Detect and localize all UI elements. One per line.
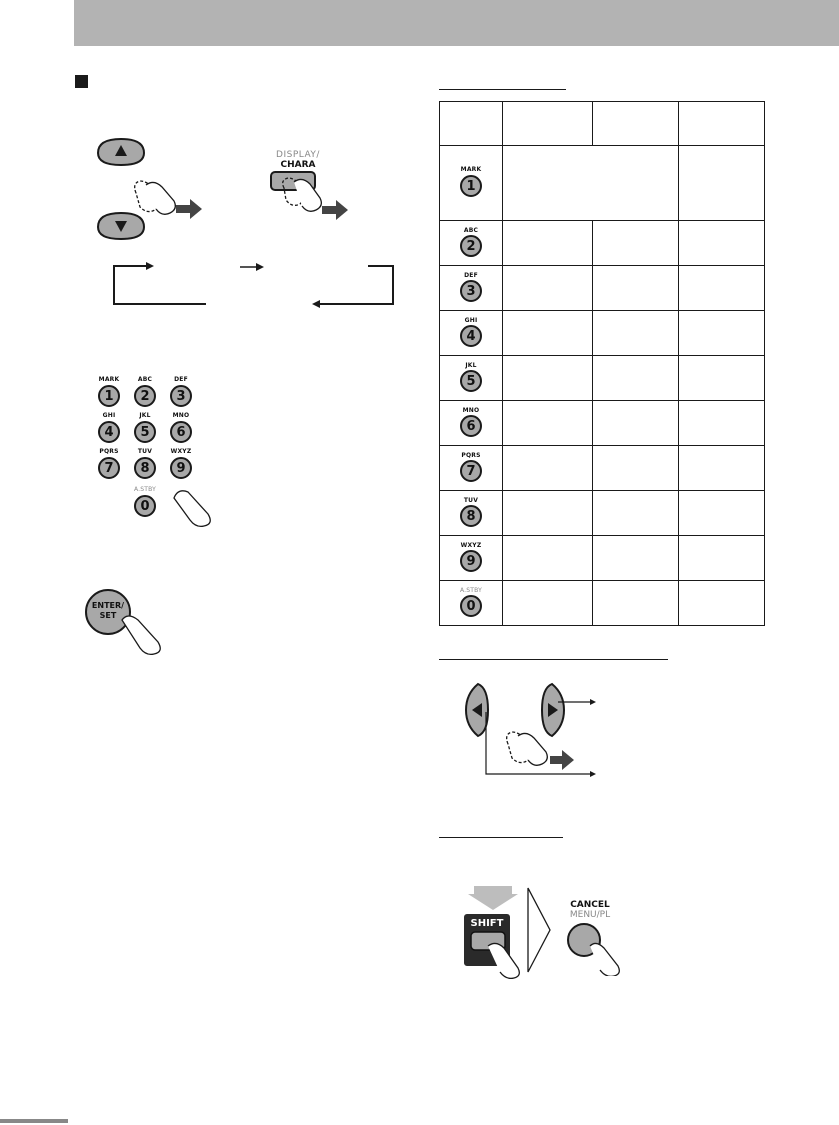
table-cell <box>593 491 679 536</box>
table-key-label: TUV <box>463 497 479 504</box>
keypad-key-7[interactable]: 7 <box>98 457 120 479</box>
table-row <box>440 446 765 491</box>
table-key-label: PQRS <box>461 452 481 459</box>
table-cell <box>679 221 765 266</box>
table-cell <box>503 446 593 491</box>
keypad-key-6[interactable]: 6 <box>170 421 192 443</box>
left-right-buttons-illustration <box>462 682 612 782</box>
keypad-key-2[interactable]: 2 <box>134 385 156 407</box>
table-header-row <box>440 102 765 146</box>
table-cell <box>503 146 679 221</box>
table-cell <box>593 446 679 491</box>
table-key-0: 0 <box>460 595 482 617</box>
table-heading-rule <box>439 89 566 90</box>
table-cell <box>679 581 765 626</box>
keypad-key-4[interactable]: 4 <box>98 421 120 443</box>
table-key-label: ABC <box>463 227 479 234</box>
finger-icon <box>590 943 619 976</box>
table-row <box>440 221 765 266</box>
keypad-key-5[interactable]: 5 <box>134 421 156 443</box>
display-button-line2: CHARA <box>280 160 316 170</box>
arrow-right-icon <box>146 262 154 270</box>
table-cell <box>679 491 765 536</box>
keypad-key-label: WXYZ <box>170 448 192 455</box>
table-cell <box>503 221 593 266</box>
table-cell <box>593 401 679 446</box>
section-bullet-icon <box>75 75 88 88</box>
table-row <box>440 581 765 626</box>
finger-icon <box>168 484 218 530</box>
keypad-key-3[interactable]: 3 <box>170 385 192 407</box>
table-key-label: JKL <box>465 362 477 369</box>
press-arrow-icon <box>468 886 518 910</box>
table-row <box>440 536 765 581</box>
finger-icon <box>518 733 547 765</box>
keypad-key-label: A.STBY <box>133 486 157 493</box>
keypad-key-label: ABC <box>137 376 153 383</box>
page-footer-rule <box>0 1119 68 1123</box>
table-key-7: 7 <box>460 460 482 482</box>
arrow-right-icon <box>256 263 264 271</box>
keypad-key-9[interactable]: 9 <box>170 457 192 479</box>
keypad-key-label: MARK <box>98 376 120 383</box>
table-cell <box>503 311 593 356</box>
table-cell <box>679 146 765 221</box>
table-key-label: A.STBY <box>459 587 483 594</box>
enter-set-button-illustration[interactable] <box>84 586 174 662</box>
erase-heading-rule <box>439 837 563 838</box>
table-cell <box>503 581 593 626</box>
table-key-label: GHI <box>464 317 478 324</box>
table-cell <box>679 536 765 581</box>
display-chara-button-illustration[interactable] <box>262 170 362 230</box>
table-row <box>440 311 765 356</box>
arrow-right-icon <box>322 200 348 220</box>
table-cell <box>593 311 679 356</box>
arrow-right-icon <box>590 699 596 705</box>
keypad-key-1[interactable]: 1 <box>98 385 120 407</box>
table-key-8: 8 <box>460 505 482 527</box>
arrow-right-icon <box>176 199 202 219</box>
table-key-label: MARK <box>460 166 482 173</box>
cancel-button-illustration[interactable] <box>564 920 624 976</box>
header-bar <box>74 0 839 46</box>
table-cell <box>503 266 593 311</box>
table-key-2: 2 <box>460 235 482 257</box>
shift-button-illustration[interactable] <box>460 884 530 980</box>
keypad-key-label: DEF <box>174 376 188 383</box>
arrow-right-icon <box>590 771 596 777</box>
table-cell <box>679 266 765 311</box>
display-button-line1: DISPLAY/ <box>276 150 320 160</box>
cancel-button-line1: CANCEL <box>570 900 610 910</box>
cursor-heading-rule <box>439 659 668 660</box>
character-table <box>439 101 765 626</box>
table-key-label: DEF <box>464 272 478 279</box>
table-cell <box>679 401 765 446</box>
keypad-key-label: GHI <box>102 412 116 419</box>
table-cell <box>503 401 593 446</box>
table-row <box>440 266 765 311</box>
arrow-right-icon <box>550 750 574 770</box>
table-row <box>440 491 765 536</box>
finger-icon <box>294 179 321 211</box>
cycle-flow-diagram <box>110 262 400 312</box>
then-arrow-icon <box>524 884 554 976</box>
table-key-4: 4 <box>460 325 482 347</box>
table-key-9: 9 <box>460 550 482 572</box>
table-key-1: 1 <box>460 175 482 197</box>
table-key-label: WXYZ <box>460 542 482 549</box>
table-cell <box>503 536 593 581</box>
table-cell <box>593 266 679 311</box>
table-cell <box>593 581 679 626</box>
finger-icon <box>122 616 160 654</box>
table-key-3: 3 <box>460 280 482 302</box>
keypad-key-8[interactable]: 8 <box>134 457 156 479</box>
table-cell <box>593 221 679 266</box>
keypad-key-label: JKL <box>139 412 151 419</box>
table-cell <box>679 446 765 491</box>
enter-button-line1: ENTER/ <box>91 601 125 610</box>
table-row <box>440 356 765 401</box>
table-cell <box>679 356 765 401</box>
enter-button-line2: SET <box>99 611 117 620</box>
arrow-left-icon <box>312 300 320 308</box>
table-key-label: MNO <box>462 407 480 414</box>
table-cell <box>593 536 679 581</box>
table-cell <box>593 356 679 401</box>
table-row <box>440 146 765 221</box>
keypad-key-0[interactable]: 0 <box>134 495 156 517</box>
up-down-buttons-illustration <box>94 135 214 245</box>
keypad-key-label: PQRS <box>99 448 119 455</box>
table-cell <box>679 311 765 356</box>
finger-icon <box>146 182 175 214</box>
table-key-6: 6 <box>460 415 482 437</box>
table-cell <box>503 356 593 401</box>
table-cell <box>503 491 593 536</box>
shift-button-label: SHIFT <box>470 918 504 929</box>
keypad-key-label: MNO <box>172 412 190 419</box>
table-row <box>440 401 765 446</box>
table-key-5: 5 <box>460 370 482 392</box>
keypad-key-label: TUV <box>137 448 153 455</box>
cancel-button-line2: MENU/PL <box>569 910 611 920</box>
